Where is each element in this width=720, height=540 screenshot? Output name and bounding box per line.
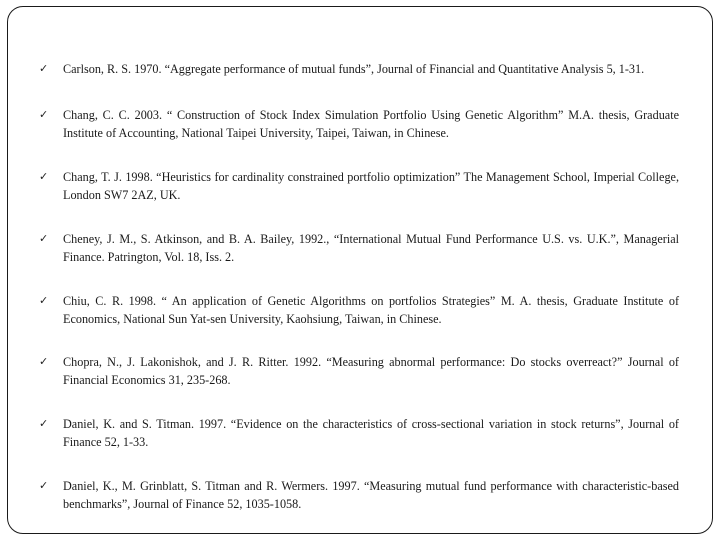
- checkmark-icon: ✓: [39, 232, 49, 245]
- checkmark-icon: ✓: [39, 479, 49, 492]
- checkmark-icon: ✓: [39, 355, 49, 368]
- slide-frame: [7, 6, 713, 534]
- reference-text: Chang, T. J. 1998. “Heuristics for cardinality constrained portfolio optimization” The Management School, Imperial College, London SW7 2AZ, UK.: [63, 170, 679, 202]
- checkmark-icon: ✓: [39, 170, 49, 183]
- checkmark-icon: ✓: [39, 108, 49, 121]
- reference-text: Chopra, N., J. Lakonishok, and J. R. Ritter. 1992. “Measuring abnormal performance: Do stocks overreact?” Journal of Financial Economics 31, 235-268.: [63, 355, 679, 387]
- checkmark-icon: ✓: [39, 417, 49, 430]
- reference-text: Chang, C. C. 2003. “ Construction of Stock Index Simulation Portfolio Using Genetic Algorithm” M.A. thesis, Graduate Institute of Accounting, National Taipei University, Taipei, Taiwan, in Chinese.: [63, 108, 679, 140]
- reference-text: Chiu, C. R. 1998. “ An application of Genetic Algorithms on portfolios Strategies” M. A. thesis, Graduate Institute of Economics, National Sun Yat-sen University, Kaohsiung, Taiwan, in Chinese.: [63, 294, 679, 326]
- reference-text: Daniel, K., M. Grinblatt, S. Titman and R. Wermers. 1997. “Measuring mutual fund performance with characteristic-based benchmarks”, Journal of Finance 52, 1035-1058.: [63, 479, 679, 511]
- checkmark-icon: ✓: [39, 62, 49, 75]
- checkmark-icon: ✓: [39, 294, 49, 307]
- reference-text: Carlson, R. S. 1970. “Aggregate performance of mutual funds”, Journal of Financial and Quantitative Analysis 5, 1-31.: [63, 62, 645, 76]
- reference-text: Daniel, K. and S. Titman. 1997. “Evidence on the characteristics of cross-sectional variation in stock returns”, Journal of Finance 52, 1-33.: [63, 417, 679, 449]
- reference-text: Cheney, J. M., S. Atkinson, and B. A. Bailey, 1992., “International Mutual Fund Performance U.S. vs. U.K.”, Managerial Finance. Patrington, Vol. 18, Iss. 2.: [63, 232, 679, 264]
